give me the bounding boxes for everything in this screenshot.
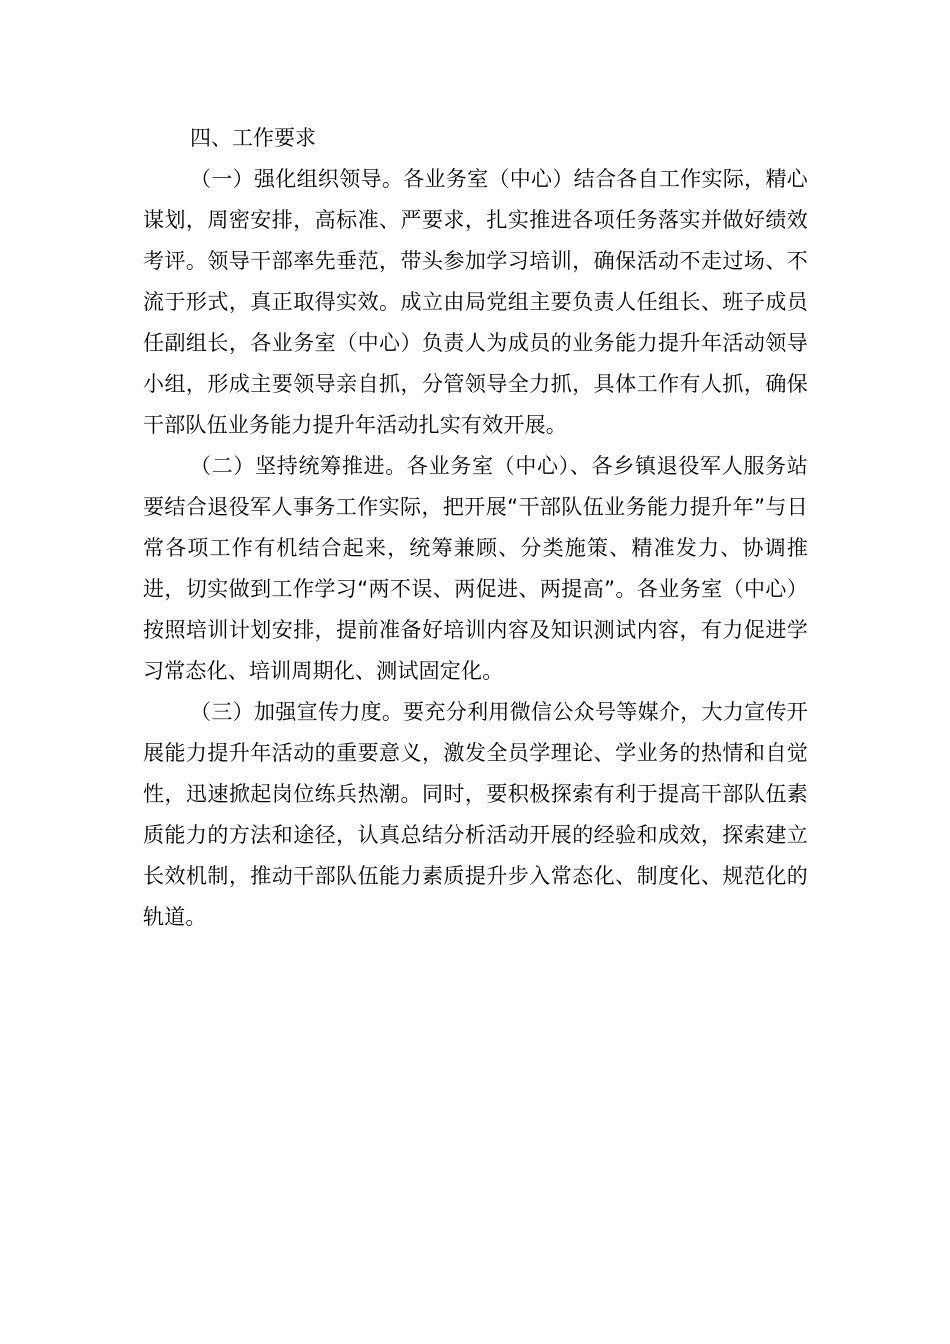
paragraph-coordinated-advancement: （二）坚持统筹推进。各业务室（中心）、各乡镇退役军人服务站要结合退役军人事务工作实际，把开展“干部队伍业务能力提升年”与日常各项工作有机结合起来，统筹兼顾、分类施策、精准发力、协调推进，切实做到工作学习“两不误、两促进、两提高”。各业务室（中心）按照培训计划安排，提前准备好培训内容及知识测试内容，有力促进学习常态化、培训周期化、测试固定化。 — [143, 454, 808, 683]
section-heading: 四、工作要求 — [190, 126, 316, 150]
paragraph-publicity-efforts: （三）加强宣传力度。要充分利用微信公众号等媒介，大力宣传开展能力提升年活动的重要意义，激发全员学理论、学业务的热情和自觉性，迅速掀起岗位练兵热潮。同时，要积极探索有利于提高干部队伍素质能力的方法和途径，认真总结分析活动开展的经验和成效，探索建立长效机制，推动干部队伍能力素质提升步入常态化、制度化、规范化的轨道。 — [143, 700, 808, 929]
document-body — [143, 118, 808, 938]
paragraph-organization-leadership: （一）强化组织领导。各业务室（中心）结合各自工作实际，精心谋划，周密安排，高标准、严要求，扎实推进各项任务落实并做好绩效考评。领导干部率先垂范，带头参加学习培训，确保活动不走过场、不流于形式，真正取得实效。成立由局党组主要负责人任组长、班子成员任副组长，各业务室（中心）负责人为成员的业务能力提升年活动领导小组，形成主要领导亲自抓，分管领导全力抓，具体工作有人抓，确保干部队伍业务能力提升年活动扎实有效开展。 — [143, 167, 808, 437]
